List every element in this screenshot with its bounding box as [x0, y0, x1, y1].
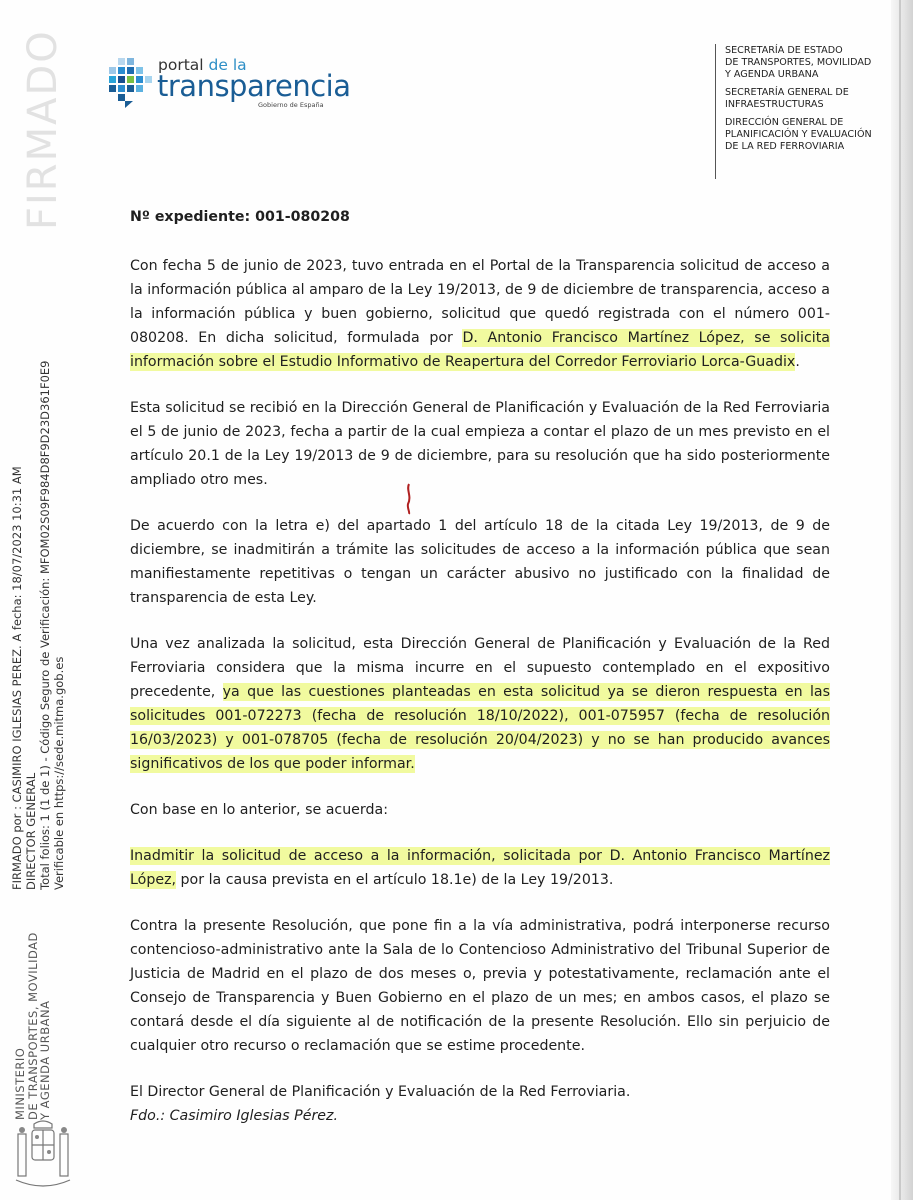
signatory-name: Fdo.: Casimiro Iglesias Pérez.: [130, 1108, 338, 1124]
ministry-line: Y AGENDA URBANA: [38, 1000, 52, 1120]
ministry-line: MINISTERIO: [13, 1047, 27, 1120]
expediente-number: Nº expediente: 001-080208: [130, 209, 350, 225]
paragraph-analisis: [130, 632, 830, 776]
transparency-pixel-icon: [106, 58, 156, 108]
org-line: INFRAESTRUCTURAS: [725, 99, 824, 110]
org-divider: [715, 44, 716, 179]
ministry-vertical-label: [14, 932, 52, 1120]
electronic-signature-stamp: [10, 360, 66, 890]
resolution-body: [130, 205, 830, 1128]
firmado-watermark: FIRMADO: [20, 29, 66, 230]
org-line: DIRECCIÓN GENERAL DE: [725, 117, 844, 128]
signature-line-2: DIRECTOR GENERAL: [24, 772, 38, 890]
org-line: PLANIFICACIÓN Y EVALUACIÓN: [725, 129, 872, 140]
highlighted-text: D. Antonio Francisco Martínez López, se solicita información sobre el Estudio Informativo de Reapertura del Corredor Ferroviario Lorca-Guadix: [130, 330, 830, 370]
signature-line-1: FIRMADO por : CASIMIRO IGLESIAS PEREZ. A fecha: 18/07/2023 10:31 AM: [10, 466, 24, 890]
signature-line-3: Total folios: 1 (1 de 1) - Código Seguro de Verificación: MFOM02S09F984D8F9D23D361F0E9: [38, 360, 52, 890]
org-group-secretaria-general: [725, 87, 895, 111]
paragraph-fundamento: De acuerdo con la letra e) del apartado 1 del artículo 18 de la citada Ley 19/2013, de 9 de diciembre, se inadmitirán a trámite las solicitudes de acceso a la información pública que sean manifiestamente repetitivas o tengan un carácter abusivo no justificado con la finalidad de transparencia de esta Ley.: [130, 518, 830, 606]
paragraph-entrada: [130, 254, 830, 374]
signatory-title: El Director General de Planificación y Evaluación de la Red Ferroviaria.: [130, 1084, 631, 1100]
highlighted-text: ya que las cuestiones planteadas en esta solicitud ya se dieron respuesta en las solicitudes 001-072273 (fecha de resolución 18/10/2022), 001-075957 (fecha de resolución 16/03/2023) y 001-078705 (fecha de resolución 20/04/2023) y no se han producido avances significativos de los que poder informar.: [130, 684, 830, 772]
signature-line-4: Verificable en https://sede.mitma.gob.es: [52, 656, 66, 890]
org-line: SECRETARÍA GENERAL DE: [725, 87, 849, 98]
paragraph-acuerdo: [130, 844, 830, 892]
org-line: Y AGENDA URBANA: [725, 69, 819, 80]
paragraph-recursos: Contra la presente Resolución, que pone fin a la vía administrativa, podrá interponerse recurso contencioso-administrativo ante la Sala de lo Contencioso Administrativo del Tribunal Superior de Justicia de Madrid en el plazo de dos meses o, previa y potestativamente, reclamación ante el Consejo de Transparencia y Buen Gobierno en el plazo de un mes; en ambos casos, el plazo se contará desde el día siguiente al de notificación de la presente Resolución. Ello sin perjuicio de cualquier otro recurso o reclamación que se estime procedente.: [130, 918, 830, 1054]
logo-gobierno: Gobierno de España: [258, 101, 324, 109]
logo-de-la: de la: [208, 56, 247, 74]
org-line: DE TRANSPORTES, MOVILIDAD: [725, 57, 872, 68]
org-line: SECRETARÍA DE ESTADO: [725, 45, 843, 56]
text-span: Una vez analizada la solicitud, esta Dirección General de Planificación y Evaluación de la Red Ferroviaria considera que la misma incurre en el supuesto contemplado en el expositivo precedente,: [130, 636, 830, 700]
paragraph-recepcion: Esta solicitud se recibió en la Dirección General de Planificación y Evaluación de la Red Ferroviaria el 5 de junio de 2023, fecha a partir de la cual empieza a contar el plazo de un mes previsto en el artículo 20.1 de la Ley 19/2013 de 9 de diciembre, para su resolución que ha sido posteriormente ampliado otro mes.: [130, 400, 830, 488]
coat-of-arms-icon: [10, 1120, 76, 1200]
org-group-secretaria-estado: [725, 45, 895, 81]
text-span: .: [795, 354, 800, 370]
logo-portal-word: portal: [158, 56, 204, 74]
text-span: por la causa prevista en el artículo 18.1e) de la Ley 19/2013.: [176, 872, 614, 888]
text-span: Con fecha 5 de junio de 2023, tuvo entrada en el Portal de la Transparencia solicitud de acceso a la información pública al amparo de la Ley 19/2013, de 9 de diciembre de transparencia, acceso a la información pública y buen gobierno, solicitud que quedó registrada con el número 001-080208. En dicha solicitud, formulada por: [130, 258, 830, 346]
paragraph-acuerdo-intro: Con base en lo anterior, se acuerda:: [130, 802, 388, 818]
org-group-direccion-general: [725, 117, 895, 153]
scanned-page-edge: [891, 0, 913, 1200]
issuing-organization: [725, 45, 895, 159]
highlighted-text: Inadmitir la solicitud de acceso a la información, solicitada por D. Antonio Francisco Martínez López,: [130, 848, 830, 888]
portal-transparencia-logo: [106, 54, 351, 116]
org-line: DE LA RED FERROVIARIA: [725, 141, 845, 152]
pen-stroke-mark: [403, 482, 415, 516]
logo-main-word: transparencia: [157, 69, 351, 103]
ministry-line: DE TRANSPORTES, MOVILIDAD: [25, 932, 40, 1120]
